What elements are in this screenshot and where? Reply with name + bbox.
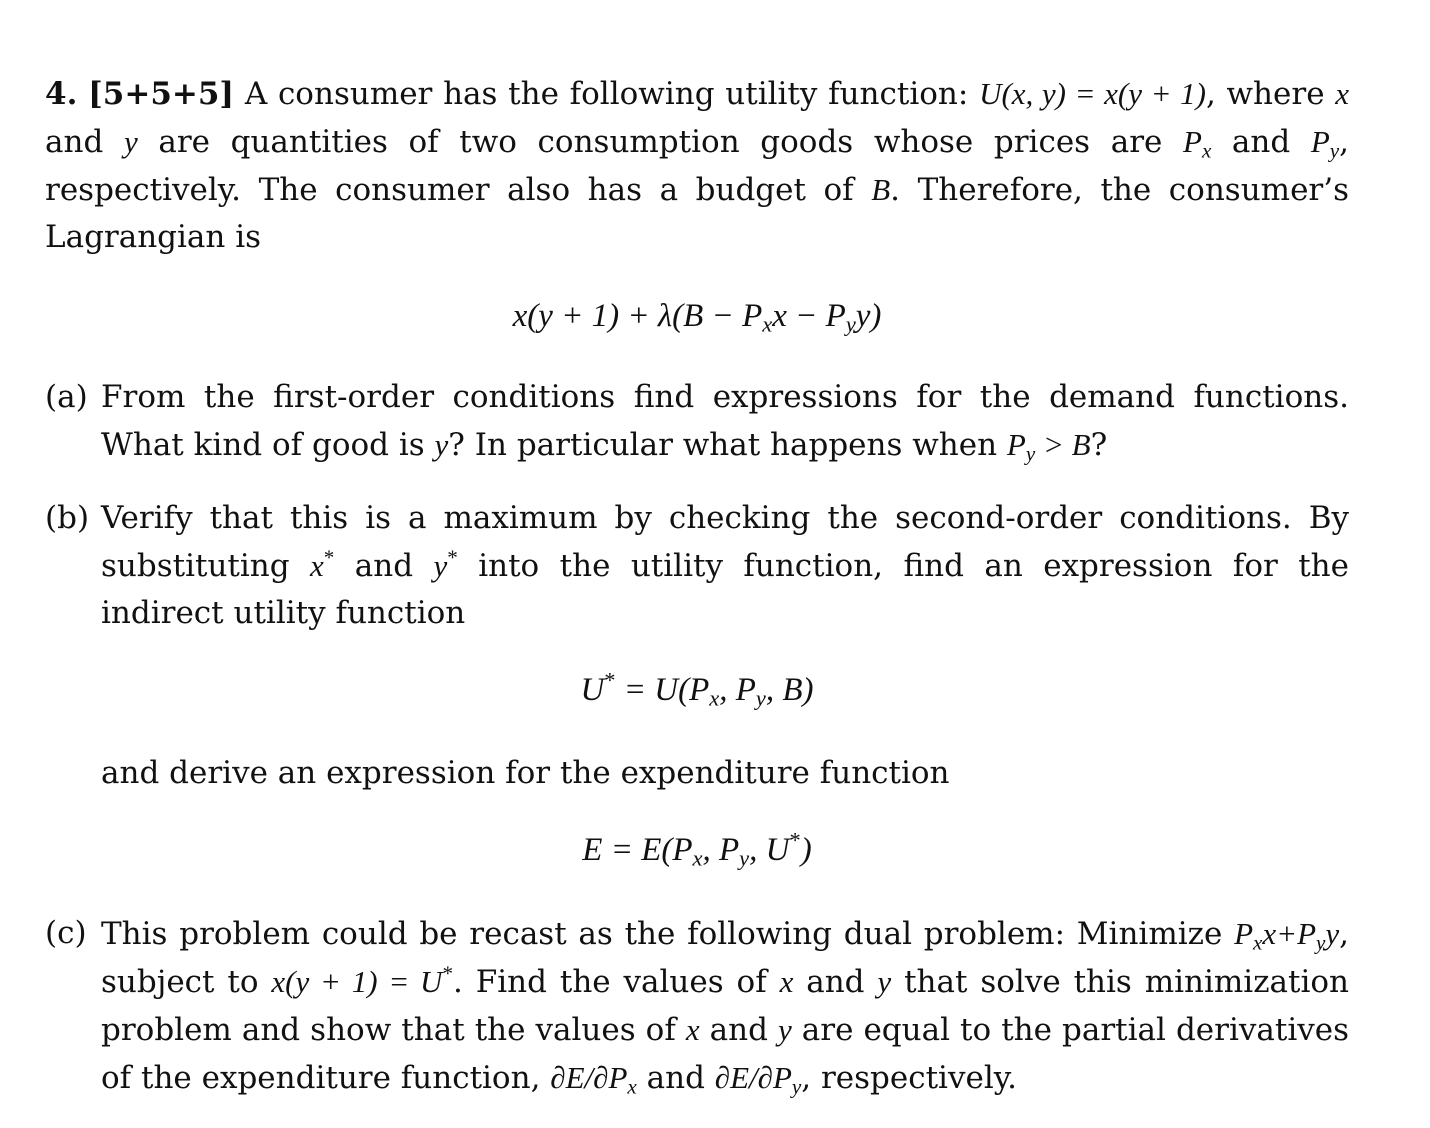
expenditure-equation: $E = E(P_x$, $P_y$, U*) — [582, 827, 812, 871]
intro-text: , where — [1205, 76, 1336, 112]
part-b — [45, 495, 1349, 874]
problem-intro — [45, 70, 1349, 261]
dual-constraint: x(y + 1) = U* — [271, 961, 453, 999]
part-a-text: From the first-order conditions find expressions for the demand functions. What kind of good is y? In particular what happens when $P_y > B$? — [101, 379, 1349, 466]
intro-text: , respectively. The consumer also has a budget of — [45, 124, 1350, 208]
math-var: y — [123, 124, 138, 159]
price-x: $P_x$ — [1183, 124, 1212, 163]
problem-document — [45, 70, 1349, 1128]
utility-function: U(x, y) = x(y + 1) — [979, 76, 1206, 111]
partial-derivative-y: $\partial E/\partial P_y$ — [714, 1060, 802, 1099]
part-c — [45, 910, 1349, 1102]
budget-var: B — [871, 172, 891, 207]
intro-text: A consumer has the following utility function: — [244, 76, 980, 112]
price-condition: $P_y > B$ — [1006, 427, 1091, 466]
intro-text: are quantities of two consumption goods whose prices are — [137, 124, 1183, 160]
intro-text: and — [1211, 124, 1311, 160]
price-y: $P_y$ — [1310, 124, 1340, 163]
indirect-utility-equation: $U^* = U(P_x$, $P_y$, B) — [580, 667, 814, 711]
problem-number: 4. — [45, 76, 78, 112]
problem-points: [5+5+5] — [88, 76, 235, 112]
problem-parts — [45, 374, 1349, 1102]
part-label: (a) — [45, 379, 88, 415]
lagrangian-equation: $x(y + 1) + \lambda(B - P_xx - P_yy)$ — [512, 298, 882, 337]
partial-derivative-x: $\partial E/\partial P_x$ — [550, 1060, 637, 1099]
part-c-text: This problem could be recast as the following dual problem: Minimize $P_xx+P_yy$, subject to x(y + 1) = U*. Find the values of x and y that solve this minimization problem and show that the values of x and y are equal to the partial derivatives of the expenditure function, $\partial E/\partial P_x$ and $\partial E/\partial P_y$, respectively. — [101, 916, 1350, 1099]
part-a — [45, 374, 1349, 469]
math-var: x — [1335, 76, 1350, 111]
part-label: (c) — [45, 915, 87, 951]
part-b-continuation: and derive an expression for the expenditure function — [101, 755, 950, 791]
part-b-text: Verify that this is a maximum by checking the second-order conditions. By substituting x* and y* into the utility function, find an expression for the indirect utility function — [101, 500, 1349, 631]
intro-text: and — [45, 124, 124, 160]
part-label: (b) — [45, 500, 90, 536]
dual-objective: $P_xx+P_yy$ — [1234, 916, 1340, 955]
intro-text: . Therefore, the consumer’s Lagrangian is — [45, 172, 1349, 255]
